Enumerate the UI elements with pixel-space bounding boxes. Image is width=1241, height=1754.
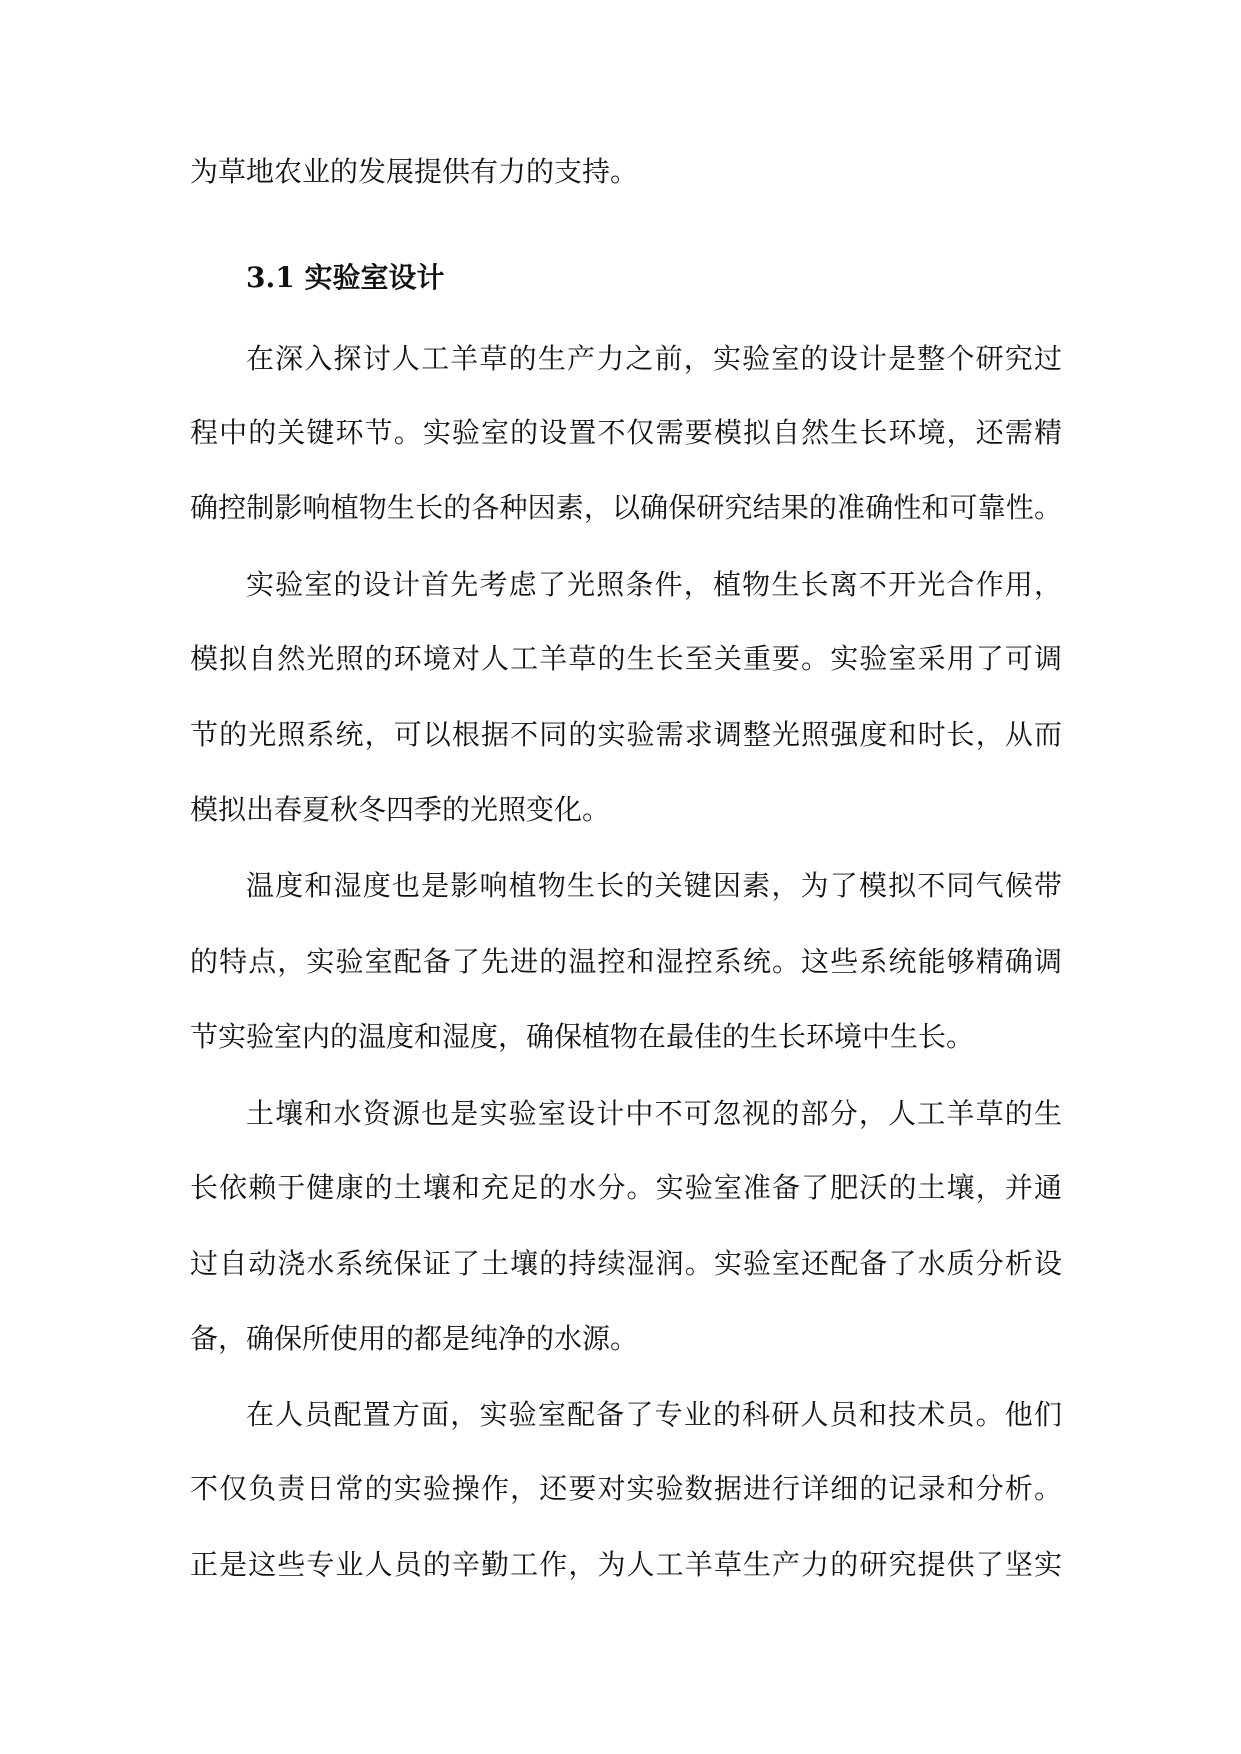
paragraph-line: 的特点，实验室配备了先进的温控和湿控系统。这些系统能够精确调 [190,945,1062,978]
paragraph-line: 不仅负责日常的实验操作，还要对实验数据进行详细的记录和分析。 [190,1472,1062,1505]
paragraph-line: 节实验室内的温度和湿度，确保植物在最佳的生长环境中生长。 [190,1020,975,1053]
paragraph-line: 确控制影响植物生长的各种因素，以确保研究结果的准确性和可靠性。 [190,491,1062,524]
paragraph-line: 土壤和水资源也是实验室设计中不可忽视的部分，人工羊草的生 [246,1097,1062,1130]
continuation-line: 为草地农业的发展提供有力的支持。 [190,155,639,188]
paragraph-line: 在深入探讨人工羊草的生产力之前，实验室的设计是整个研究过 [246,342,1062,375]
paragraph-line: 节的光照系统，可以根据不同的实验需求调整光照强度和时长，从而 [190,718,1062,751]
paragraph-line: 长依赖于健康的土壤和充足的水分。实验室准备了肥沃的土壤，并通 [190,1171,1062,1204]
paragraph-line: 模拟出春夏秋冬四季的光照变化。 [190,793,611,826]
paragraph-line: 备，确保所使用的都是纯净的水源。 [190,1322,639,1355]
paragraph-line: 实验室的设计首先考虑了光照条件，植物生长离不开光合作用， [246,568,1062,601]
paragraph-line: 正是这些专业人员的辛勤工作，为人工羊草生产力的研究提供了坚实 [190,1548,1062,1581]
paragraph-line: 过自动浇水系统保证了土壤的持续湿润。实验室还配备了水质分析设 [190,1247,1062,1280]
paragraph-line: 模拟自然光照的环境对人工羊草的生长至关重要。实验室采用了可调 [190,642,1062,675]
paragraph-line: 程中的关键环节。实验室的设置不仅需要模拟自然生长环境，还需精 [190,416,1062,449]
paragraph-line: 温度和湿度也是影响植物生长的关键因素，为了模拟不同气候带 [246,869,1062,902]
section-heading: 3.1 实验室设计 [246,261,445,294]
paragraph-line: 在人员配置方面，实验室配备了专业的科研人员和技术员。他们 [246,1398,1062,1431]
